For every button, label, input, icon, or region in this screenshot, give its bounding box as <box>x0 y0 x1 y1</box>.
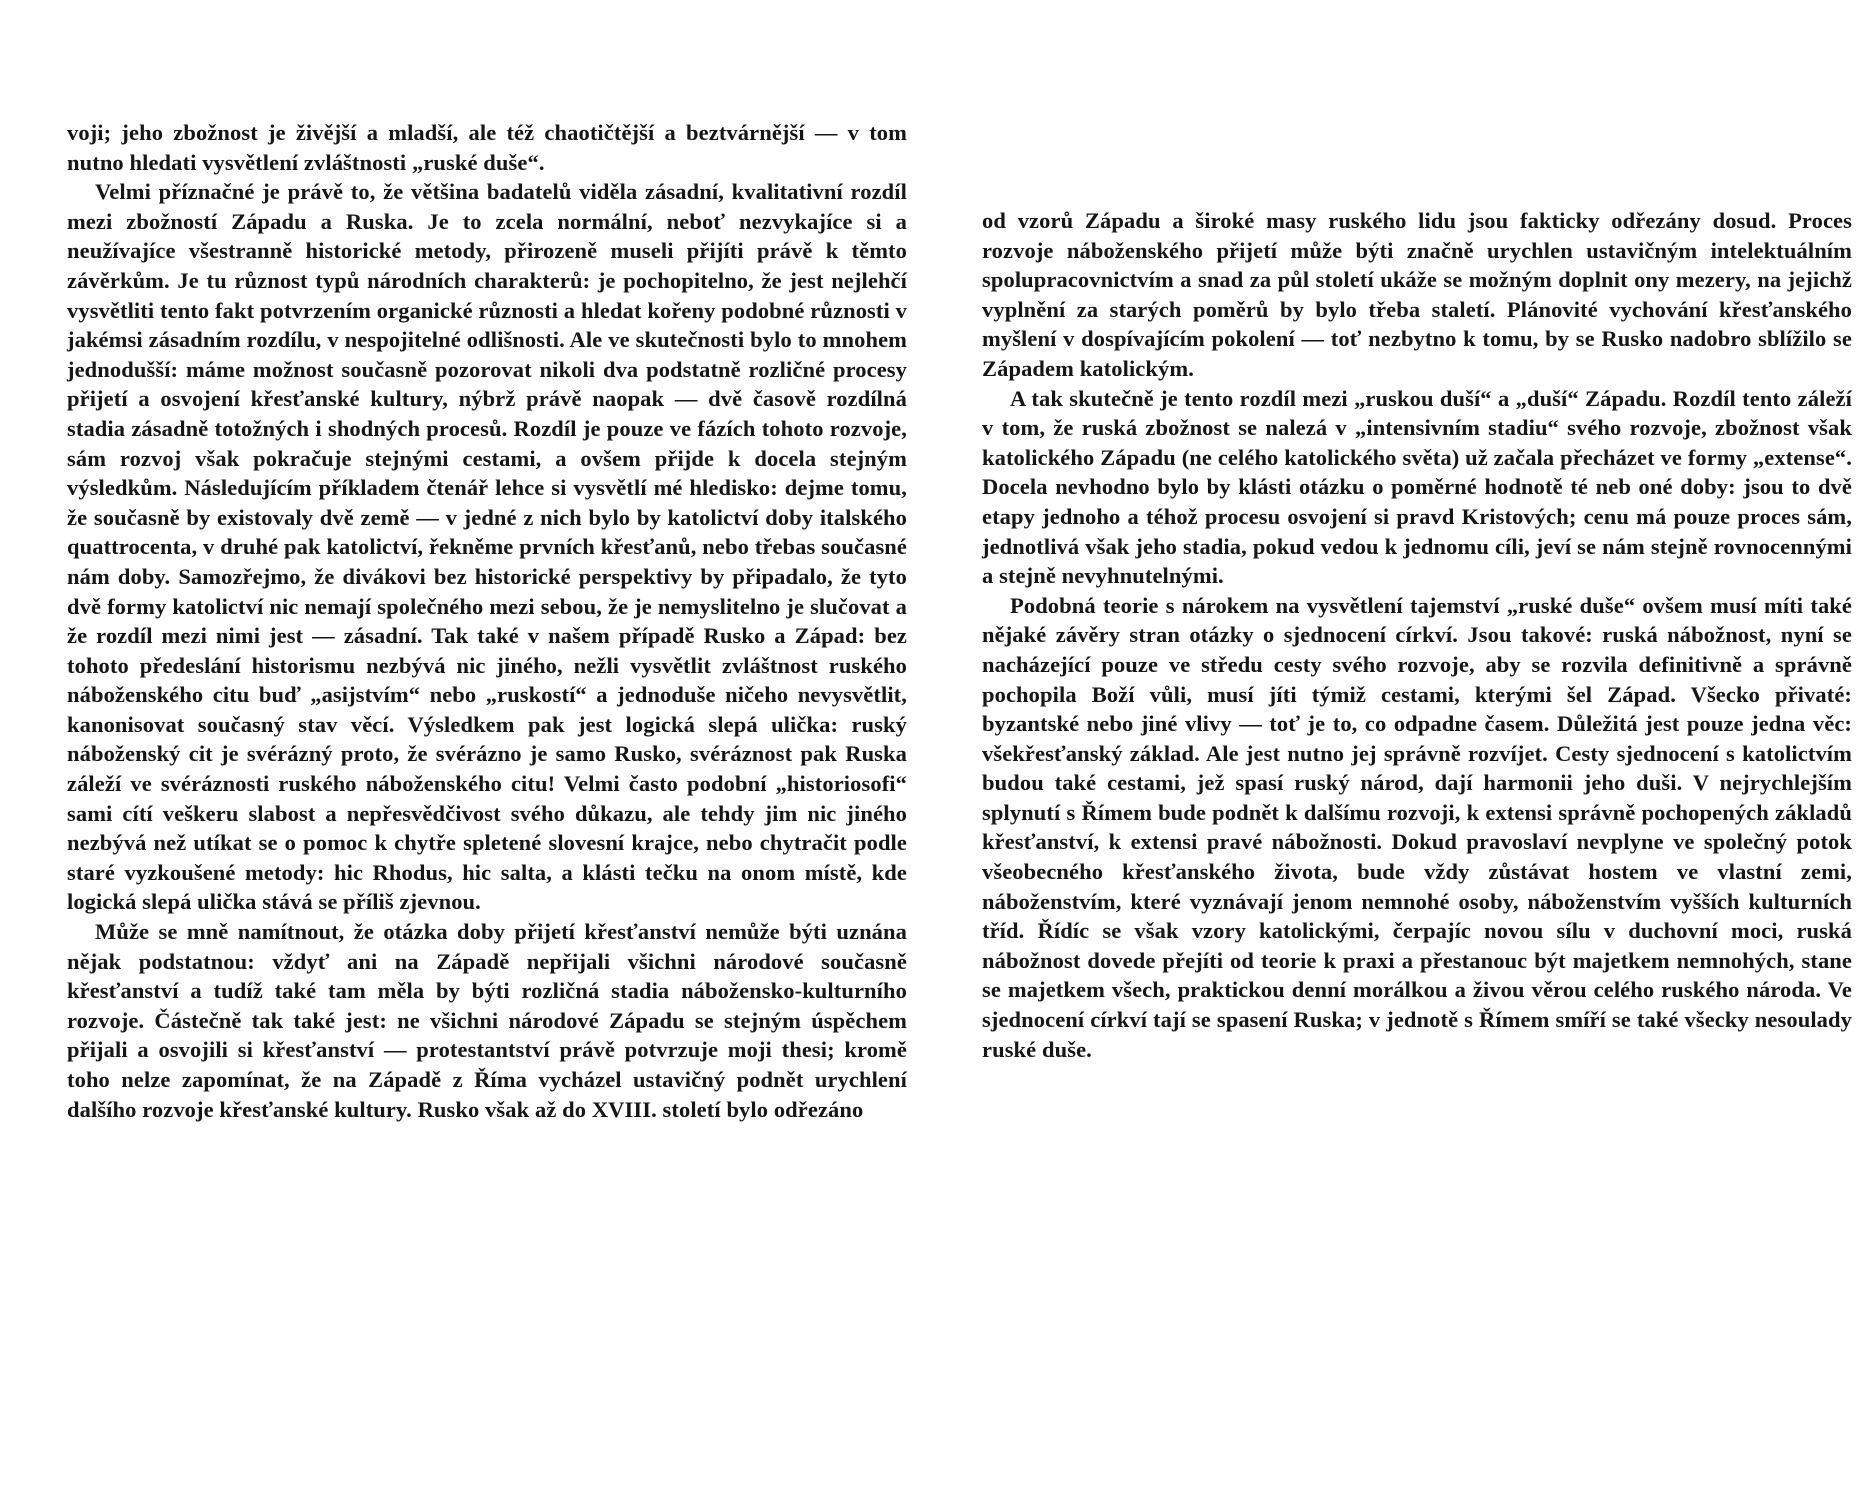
paragraph: Podobná teorie s nárokem na vysvětlení tajemství „ruské duše“ ovšem musí míti také nějaké závěry stran otázky o sjednocení církví. Jsou takové: ruská nábožnost, nyní se nacházející pouze ve středu cesty svého rozvoje, aby se rozvila definitivně a správně pochopila Boží vůli, musí jíti týmiž cestami, kterými šel Západ. Všecko přivaté: byzantské nebo jiné vlivy — toť je to, co odpadne časem. Důležitá jest pouze jedna věc: všekřesťanský základ. Ale jest nutno jej správně rozvíjet. Cesty sjednocení s katolictvím budou také cestami, jež spasí ruský národ, dají harmonii jeho duši. V nejrychlejším splynutí s Římem bude podnět k dalšímu rozvoji, k extensi správně pochopených základů křesťanství, k extensi pravé nábožnosti. Dokud pravoslaví nevplyne ve společný potok všeobecného křesťanského života, bude vždy zůstávat hostem ve vlastní zemi, náboženstvím, které vyznávají jenom nemnohé osoby, náboženstvím vyšších kulturních tříd. Řídíc se však vzory katolickými, čerpajíc novou sílu v duchovní moci, ruská nábožnost dovede přejíti od teorie k praxi a přestanouc být majetkem nemnohých, stane se majetkem všech, praktickou denní morálkou a živou věrou celého ruského národa. Ve sjednocení církví tají se spasení Ruska; v jednotě s Římem smíří se také všecky nesoulady ruské duše. <box>982 592 1852 1062</box>
paragraph: Velmi příznačné je právě to, že většina badatelů viděla zásadní, kvalitativní rozdíl mezi zbožností Západu a Ruska. Je to zcela normální, neboť nezvykajíce si a neužívajíce všestranně historické metody, přirozeně museli přijíti právě k těmto závěrkům. Je tu různost typů národních charakterů: je pochopitelno, že jest nejlehčí vysvětliti tento fakt potvrzením organické různosti a hledat kořeny podobné různosti v jakémsi zásadním rozdílu, v nespojitelné odlišnosti. Ale ve skutečnosti bylo to mnohem jednodušší: máme možnost současně pozorovat nikoli dva podstatně rozličné procesy přijetí a osvojení křesťanské kultury, nýbrž právě naopak — dvě časově rozdílná stadia zásadně totožných i shodných procesů. Rozdíl je pouze ve fázích tohoto rozvoje, sám rozvoj však pokračuje stejnými cestami, a ovšem přijde k docela stejným výsledkům. Následujícím příkladem čtenář lehce si vysvětlí mé hledisko: dejme tomu, že současně by existovaly dvě země — v jedné z nich bylo by katolictví doby italského quattrocenta, v druhé pak katolictví, řekněme prvních křesťanů, nebo třebas současné nám doby. Samozřejmo, že divákovi bez historické perspektivy by připadalo, že tyto dvě formy katolictví nic nemají společného mezi sebou, že je nemyslitelno je slučovat a že rozdíl mezi nimi jest — zásadní. Tak také v našem případě Rusko a Západ: bez tohoto předeslání historismu nezbývá nic jiného, nežli vysvětlit zvláštnost ruského náboženského citu buď „asijstvím“ nebo „ruskostí“ a jednoduše ničeho nevysvětlit, kanonisovat současný stav věcí. Výsledkem pak jest logická slepá ulička: ruský náboženský cit je svérázný proto, že svérázno je samo Rusko, svéráznost pak Ruska záleží ve svéráznosti ruského náboženského citu! Velmi často podobní „historiosofi“ sami cítí veškeru slabost a nepřesvědčivost svého důkazu, ale tehdy jim nic jiného nezbývá než utíkat se o pomoc k chytře spletené slovesní krajce, nebo chytračit podle staré vyzkoušené metody: hic Rhodus, hic salta, a klásti tečku na onom místě, kde logická slepá ulička stává se příliš zjevnou. <box>67 179 907 915</box>
paragraph: voji; jeho zbožnost je živější a mladší, ale též chaotičtější a beztvárnější — v tom nutno hledati vysvětlení zvláštnosti „ruské duše“. <box>67 120 907 175</box>
right-page-text <box>982 206 1852 1064</box>
left-page-text <box>67 118 907 1124</box>
paragraph: A tak skutečně je tento rozdíl mezi „ruskou duší“ a „duší“ Západu. Rozdíl tento záleží v tom, že ruská zbožnost se nalezá v „intensivním stadiu“ svého rozvoje, zbožnost však katolického Západu (ne celého katolického světa) už začala přecházet ve formy „extense“. Docela nevhodno bylo by klásti otázku o poměrné hodnotě té neb oné doby: jsou to dvě etapy jednoho a téhož procesu osvojení si pravd Kristových; cenu má pouze proces sám, jednotlivá však jeho stadia, pokud vedou k jednomu cíli, jeví se nám stejně rovnocennými a stejně nevyhnutelnými. <box>982 385 1852 589</box>
paragraph: Může se mně namítnout, že otázka doby přijetí křesťanství nemůže býti uznána nějak podstatnou: vždyť ani na Západě nepřijali všichni národové současně křesťanství a tudíž také tam měla by býti rozličná stadia nábožensko-kulturního rozvoje. Částečně tak také jest: ne všichni národové Západu se stejným úspěchem přijali a osvojili si křesťanství — protestantství právě potvrzuje moji thesi; kromě toho nelze zapomínat, že na Západě z Říma vycházel ustavičný podnět urychlení dalšího rozvoje křesťanské kultury. Rusko však až do XVIII. století bylo odřezáno <box>67 919 907 1122</box>
paragraph: od vzorů Západu a široké masy ruského lidu jsou fakticky odřezány dosud. Proces rozvoje náboženského přijetí může býti značně urychlen ustavičným intelektuálním spolupracovnictvím a snad za půl století ukáže se možným doplnit ony mezery, na jejichž vyplnění za starých poměrů by bylo třeba staletí. Plánovité vychování křesťanského myšlení v dospívajícím pokolení — toť nezbytno k tomu, by se Rusko nadobro sblížilo se Západem katolickým. <box>982 208 1852 381</box>
